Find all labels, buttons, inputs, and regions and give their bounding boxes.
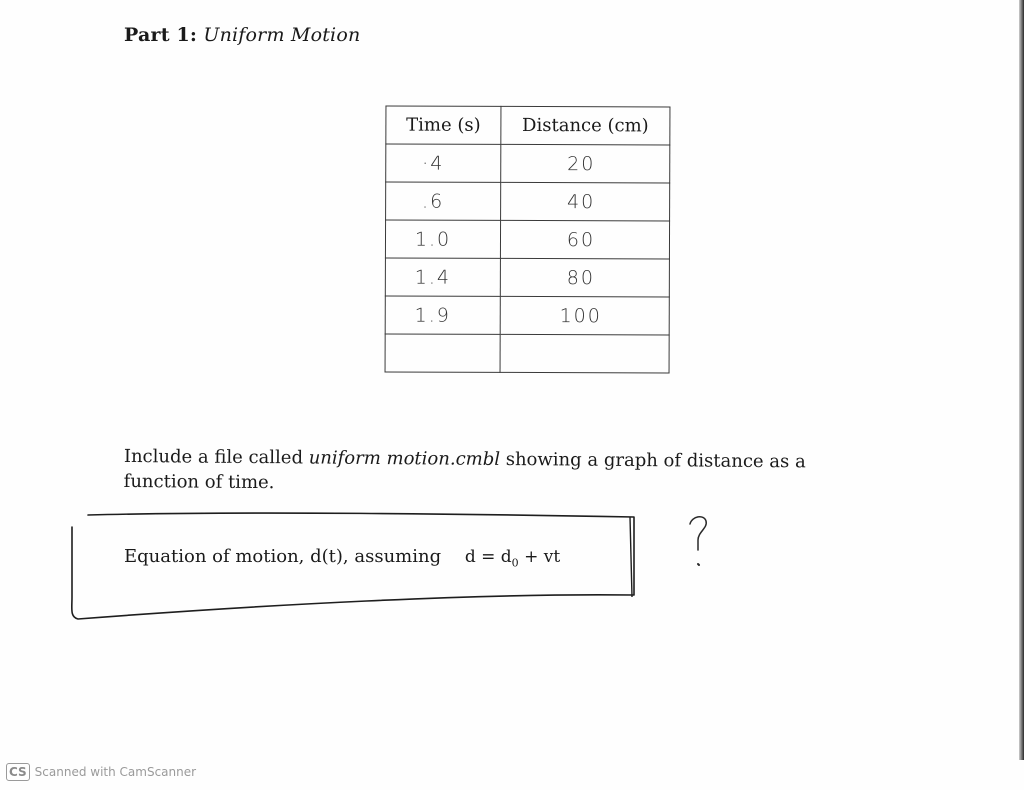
table-row-empty <box>385 334 669 373</box>
equation-of-motion <box>124 546 560 569</box>
time-cell <box>386 182 501 220</box>
hand-drawn-box <box>60 505 660 635</box>
distance-cell <box>501 144 670 183</box>
equation-formula <box>464 547 561 570</box>
part-title: Uniform Motion <box>203 24 361 46</box>
distance-value: 20 <box>567 152 596 175</box>
distance-cell <box>501 182 670 221</box>
formula-subscript: 0 <box>511 556 519 570</box>
equation-label: Equation of motion, d(t), assuming <box>124 546 442 567</box>
formula-rhs: + vt <box>518 547 561 567</box>
formula-lhs: d = d <box>464 547 512 567</box>
distance-value: 80 <box>566 266 595 289</box>
camscanner-watermark <box>6 763 196 781</box>
instruction-prefix: Include a file called <box>123 445 309 469</box>
table-row <box>385 220 669 259</box>
watermark-text: Scanned with CamScanner <box>34 765 197 779</box>
question-mark-glyph <box>684 510 714 572</box>
time-cell <box>385 296 500 334</box>
distance-cell <box>500 220 669 259</box>
instruction-filename: uniform motion.cmbl <box>308 447 501 470</box>
time-value: 1.0 <box>414 228 452 251</box>
time-cell <box>386 144 501 182</box>
instruction-suffix: showing a graph of distance as a function of time. <box>123 448 806 494</box>
time-value: 1.4 <box>414 266 452 289</box>
header-time: Time (s) <box>386 106 501 144</box>
time-value: 1.9 <box>414 304 451 327</box>
header-distance: Distance (cm) <box>501 106 670 145</box>
file-instruction <box>124 444 844 500</box>
table-row <box>386 144 670 183</box>
distance-value: 100 <box>559 304 602 327</box>
distance-value: 40 <box>567 190 596 213</box>
handwritten-question-mark <box>684 510 714 572</box>
distance-cell <box>500 334 669 373</box>
page-edge-shadow <box>1019 0 1024 760</box>
distance-value: 60 <box>566 228 596 251</box>
time-cell <box>385 258 500 296</box>
time-cell <box>385 220 500 258</box>
table-header-row <box>386 106 670 145</box>
table-row <box>386 182 670 221</box>
camscanner-logo: CS <box>6 763 30 781</box>
part-number: Part 1: <box>124 24 198 46</box>
table-row <box>385 258 669 297</box>
box-right-stroke <box>630 517 632 597</box>
time-value: .6 <box>422 190 445 213</box>
table-row <box>385 296 669 335</box>
distance-cell <box>500 296 669 335</box>
distance-cell <box>500 258 669 297</box>
time-distance-table <box>385 106 671 374</box>
time-value: ·4 <box>422 152 445 175</box>
time-cell <box>385 334 500 372</box>
part-heading <box>124 24 360 46</box>
